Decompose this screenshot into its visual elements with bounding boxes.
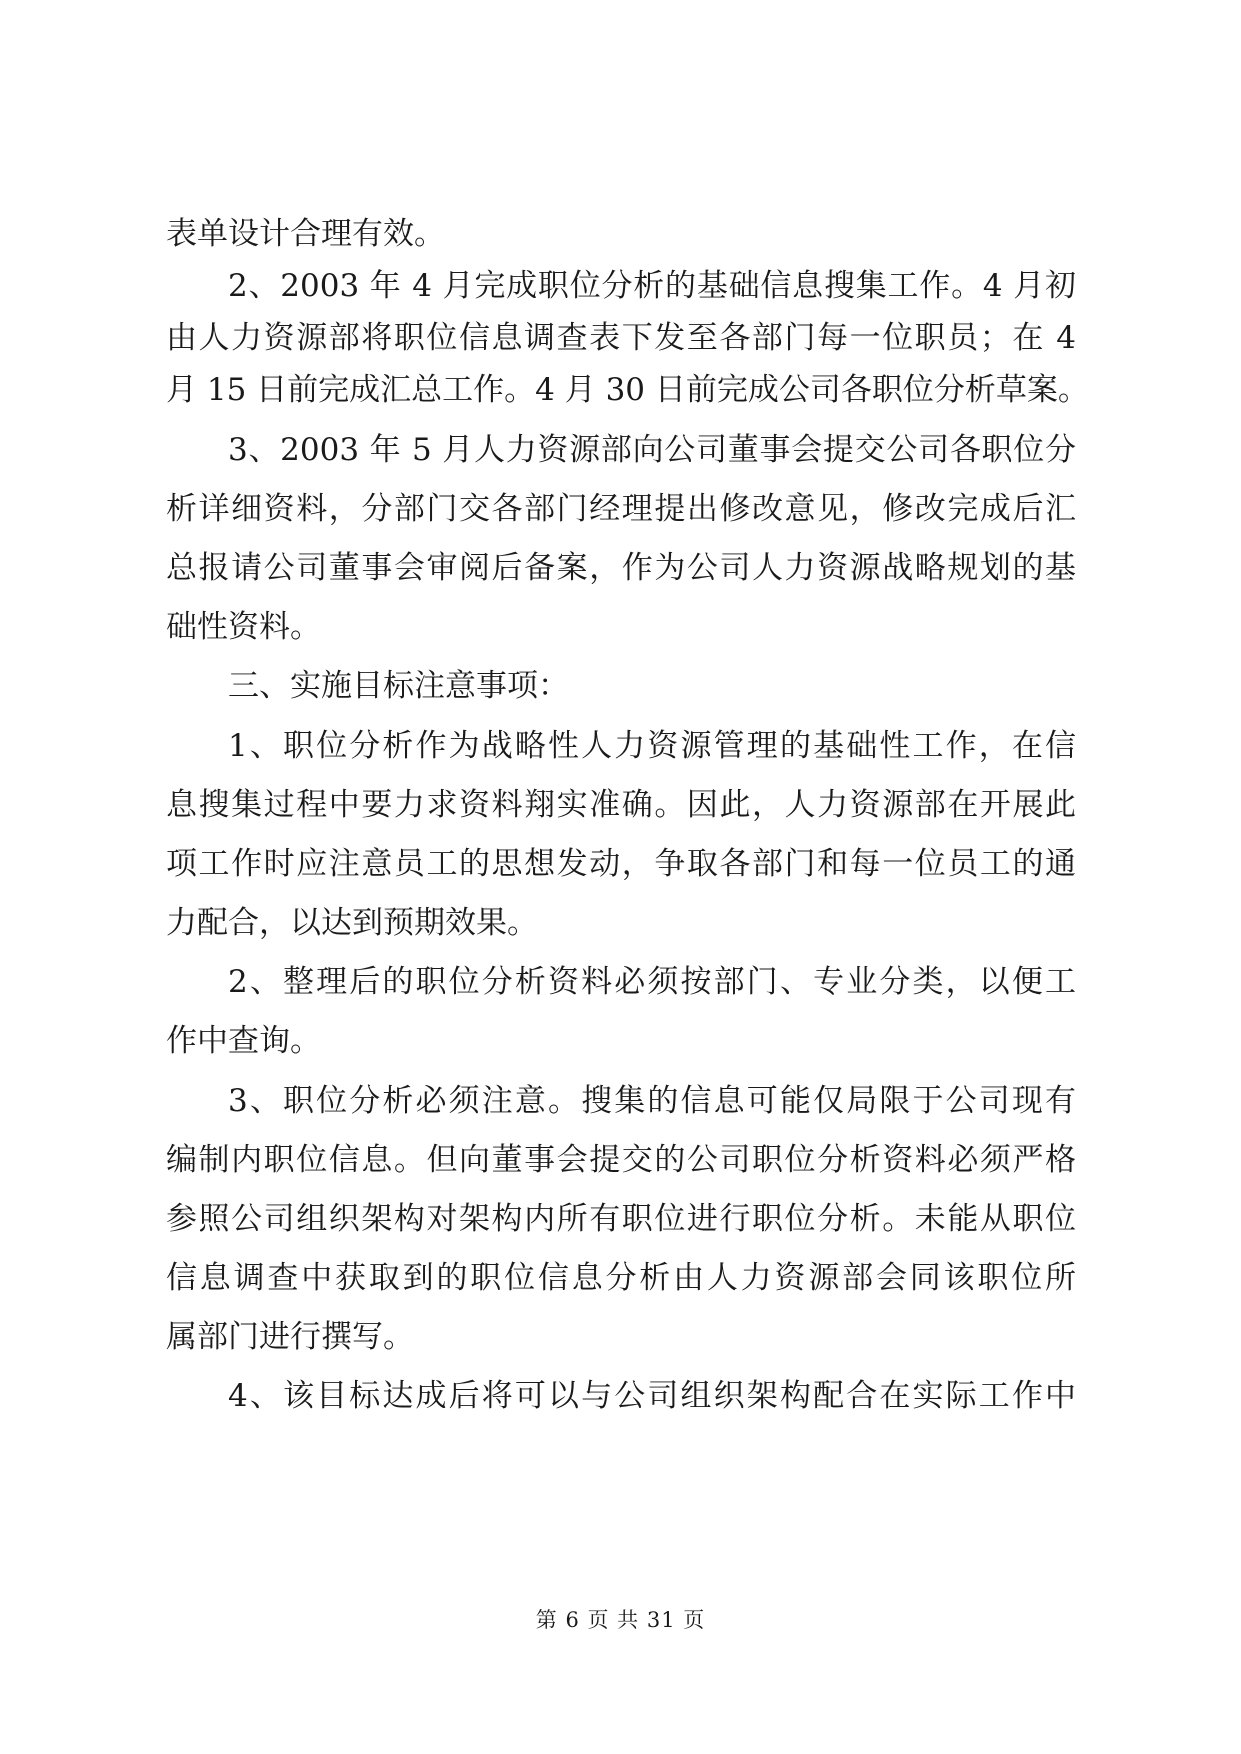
text-line: 2、整理后的职位分析资料必须按部门、专业分类，以便工 (228, 964, 1076, 1000)
text-line: 项工作时应注意员工的思想发动，争取各部门和每一位员工的通 (166, 846, 1076, 882)
text-line: 息搜集过程中要力求资料翔实准确。因此，人力资源部在开展此 (166, 787, 1076, 823)
text-line: 作中查询。 (166, 1023, 321, 1059)
text-line: 3、职位分析必须注意。搜集的信息可能仅局限于公司现有 (228, 1083, 1076, 1119)
section-heading: 三、实施目标注意事项： (228, 668, 569, 704)
text-line: 2、2003 年 4 月完成职位分析的基础信息搜集工作。4 月初 (228, 268, 1076, 304)
text-line: 总报请公司董事会审阅后备案，作为公司人力资源战略规划的基 (166, 550, 1076, 586)
text-line: 力配合，以达到预期效果。 (166, 905, 538, 941)
text-line: 参照公司组织架构对架构内所有职位进行职位分析。未能从职位 (166, 1201, 1076, 1237)
text-line: 属部门进行撰写。 (166, 1319, 414, 1355)
text-line: 月 15 日前完成汇总工作。4 月 30 日前完成公司各职位分析草案。 (166, 372, 1089, 408)
text-line: 表单设计合理有效。 (166, 216, 445, 252)
text-line: 编制内职位信息。但向董事会提交的公司职位分析资料必须严格 (166, 1142, 1076, 1178)
text-line: 础性资料。 (166, 609, 321, 645)
text-line: 3、2003 年 5 月人力资源部向公司董事会提交公司各职位分 (228, 432, 1076, 468)
text-line: 1、职位分析作为战略性人力资源管理的基础性工作，在信 (228, 728, 1076, 764)
text-line: 析详细资料，分部门交各部门经理提出修改意见，修改完成后汇 (166, 491, 1076, 527)
text-line: 4、该目标达成后将可以与公司组织架构配合在实际工作中 (228, 1378, 1076, 1414)
text-line: 信息调查中获取到的职位信息分析由人力资源部会同该职位所 (166, 1260, 1076, 1296)
page-number-footer: 第 6 页 共 31 页 (535, 1608, 706, 1632)
text-line: 由人力资源部将职位信息调查表下发至各部门每一位职员；在 4 (166, 320, 1076, 356)
